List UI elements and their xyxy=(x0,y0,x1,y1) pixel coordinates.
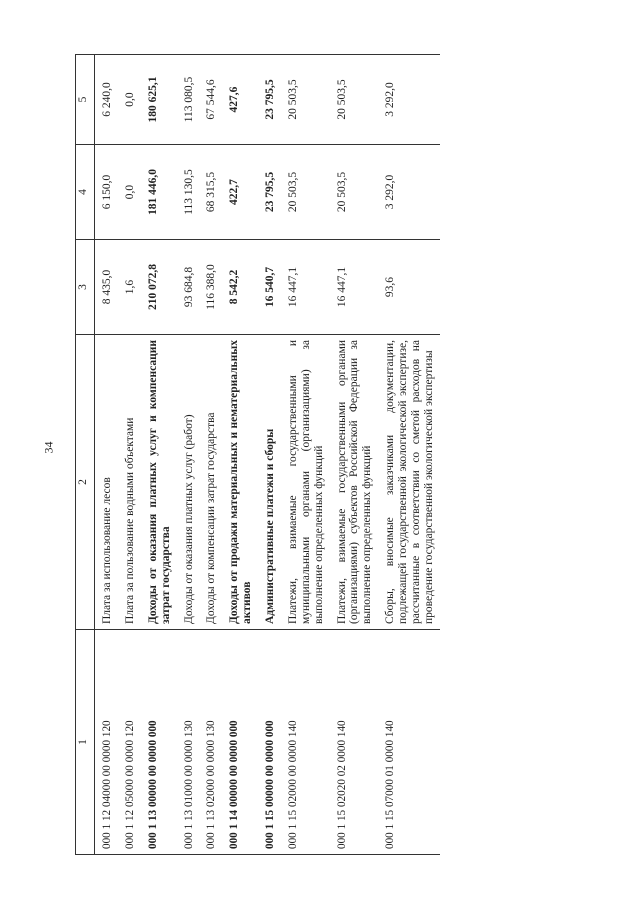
code-cell: 000 1 15 00000 00 0000 000 xyxy=(258,630,281,855)
value-col3-cell: 16 447,1 xyxy=(330,240,379,335)
value-col5-cell: 0,0 xyxy=(118,55,141,145)
table-body xyxy=(95,55,440,855)
value-col3-cell: 16 540,7 xyxy=(258,240,281,335)
table-row xyxy=(222,55,258,855)
value-col4-cell: 20 503,5 xyxy=(281,145,330,240)
name-cell: Административные платежи и сборы xyxy=(258,335,281,630)
value-col3-cell: 116 388,0 xyxy=(199,240,222,335)
table-header-row xyxy=(76,55,95,855)
table-row xyxy=(177,55,200,855)
table-row xyxy=(95,55,118,855)
value-col4-cell: 20 503,5 xyxy=(330,145,379,240)
code-cell: 000 1 13 02000 00 0000 130 xyxy=(199,630,222,855)
name-cell: Доходы от оказания платных услуг (работ) xyxy=(177,335,200,630)
table-row xyxy=(258,55,281,855)
name-cell: Платежи, взимаемые государственными органами (организациями) субъектов Российской Федерации за выполнение определенных функций xyxy=(330,335,379,630)
name-cell: Сборы, вносимые заказчиками документации, подлежащей государственной экологической экспертизе, рассчитанные в соответствии со сметой расходов на проведение государственной экологической экспертизы xyxy=(378,335,440,630)
value-col5-cell: 67 544,6 xyxy=(199,55,222,145)
name-cell: Плата за использование лесов xyxy=(95,335,118,630)
header-cell-1: 1 xyxy=(76,630,95,855)
value-col4-cell: 3 292,0 xyxy=(378,145,440,240)
name-cell: Доходы от компенсации затрат государства xyxy=(199,335,222,630)
code-cell: 000 1 14 00000 00 0000 000 xyxy=(222,630,258,855)
code-cell: 000 1 13 00000 00 0000 000 xyxy=(141,630,177,855)
name-cell: Доходы от оказания платных услуг и компенсации затрат государства xyxy=(141,335,177,630)
value-col3-cell: 1,6 xyxy=(118,240,141,335)
header-cell-2: 2 xyxy=(76,335,95,630)
rotated-page-content xyxy=(75,55,635,855)
page-number: 34 xyxy=(41,441,56,454)
table-row xyxy=(118,55,141,855)
header-cell-3: 3 xyxy=(76,240,95,335)
table-row xyxy=(378,55,440,855)
value-col4-cell: 0,0 xyxy=(118,145,141,240)
value-col3-cell: 93,6 xyxy=(378,240,440,335)
name-cell: Платежи, взимаемые государственными и муниципальными органами (организациями) за выполнение определенных функций xyxy=(281,335,330,630)
value-col3-cell: 8 435,0 xyxy=(95,240,118,335)
table-row xyxy=(199,55,222,855)
budget-table xyxy=(75,54,440,855)
value-col3-cell: 16 447,1 xyxy=(281,240,330,335)
code-cell: 000 1 15 02020 02 0000 140 xyxy=(330,630,379,855)
value-col5-cell: 6 240,0 xyxy=(95,55,118,145)
code-cell: 000 1 12 05000 00 0000 120 xyxy=(118,630,141,855)
value-col4-cell: 6 150,0 xyxy=(95,145,118,240)
code-cell: 000 1 15 02000 00 0000 140 xyxy=(281,630,330,855)
value-col4-cell: 23 795,5 xyxy=(258,145,281,240)
table-row xyxy=(141,55,177,855)
value-col5-cell: 23 795,5 xyxy=(258,55,281,145)
table-row xyxy=(281,55,330,855)
header-cell-4: 4 xyxy=(76,145,95,240)
value-col5-cell: 427,6 xyxy=(222,55,258,145)
value-col4-cell: 68 315,5 xyxy=(199,145,222,240)
table-row xyxy=(330,55,379,855)
name-cell: Плата за пользование водными объектами xyxy=(118,335,141,630)
header-cell-5: 5 xyxy=(76,55,95,145)
value-col5-cell: 20 503,5 xyxy=(281,55,330,145)
value-col3-cell: 210 072,8 xyxy=(141,240,177,335)
value-col5-cell: 113 080,5 xyxy=(177,55,200,145)
value-col4-cell: 113 130,5 xyxy=(177,145,200,240)
code-cell: 000 1 13 01000 00 0000 130 xyxy=(177,630,200,855)
value-col5-cell: 3 292,0 xyxy=(378,55,440,145)
value-col4-cell: 422,7 xyxy=(222,145,258,240)
value-col5-cell: 180 625,1 xyxy=(141,55,177,145)
code-cell: 000 1 15 07000 01 0000 140 xyxy=(378,630,440,855)
name-cell: Доходы от продажи материальных и нематериальных активов xyxy=(222,335,258,630)
value-col4-cell: 181 446,0 xyxy=(141,145,177,240)
value-col5-cell: 20 503,5 xyxy=(330,55,379,145)
value-col3-cell: 93 684,8 xyxy=(177,240,200,335)
value-col3-cell: 8 542,2 xyxy=(222,240,258,335)
code-cell: 000 1 12 04000 00 0000 120 xyxy=(95,630,118,855)
